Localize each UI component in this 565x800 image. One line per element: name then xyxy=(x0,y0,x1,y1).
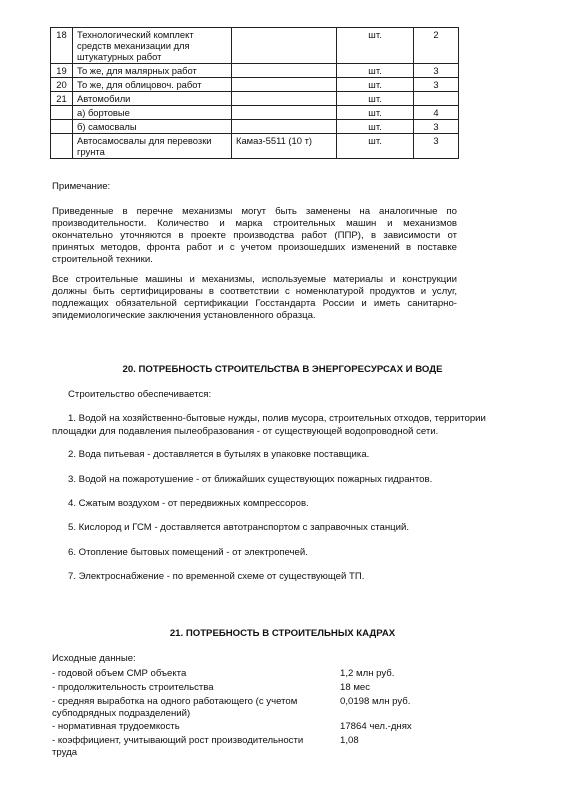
machine-name: а) бортовые xyxy=(73,106,232,120)
quantity-cell: 3 xyxy=(414,78,459,92)
supply-item-1-line-1: 1. Водой на хозяйственно-бытовые нужды, полив мусора, строительных отходов, территории xyxy=(68,413,486,424)
unit-cell: шт. xyxy=(337,78,414,92)
note-label: Примечание: xyxy=(52,181,111,192)
table-row xyxy=(51,92,459,106)
table-row xyxy=(51,120,459,134)
table-row xyxy=(51,134,459,159)
row-number: 19 xyxy=(51,64,73,78)
machine-name: б) самосвалы xyxy=(73,120,232,134)
table-row xyxy=(51,28,459,64)
table-row xyxy=(51,106,459,120)
machine-model xyxy=(232,78,337,92)
source-data-value: 18 мес xyxy=(340,682,371,693)
supply-item-5-text: 5. Кислород и ГСМ - доставляется автотранспортом с заправочных станций. xyxy=(68,522,410,533)
row-number: 21 xyxy=(51,92,73,106)
quantity-cell: 2 xyxy=(414,28,459,64)
unit-cell: шт. xyxy=(337,64,414,78)
supply-item-2 xyxy=(52,448,522,461)
machine-name: Автомобили xyxy=(73,92,232,106)
unit-cell: шт. xyxy=(337,92,414,106)
quantity-cell: 3 xyxy=(414,64,459,78)
note-paragraph-1: Приведенные в перечне механизмы могут быть заменены на аналогичные по производительности. Количество и марка строительных машин и механизмов окончательно уточняются в проекте производства работ (ППР), в зависимости от принятых методов, фронта работ и с учетом произошедших изменений в поставке строительной техники. xyxy=(52,206,457,265)
supply-item-7-text: 7. Электроснабжение - по временной схеме от существующей ТП. xyxy=(68,571,365,582)
section-21-intro: Исходные данные: xyxy=(52,653,136,664)
section-20-intro xyxy=(52,388,522,401)
source-data-value: 17864 чел.-днях xyxy=(340,721,412,732)
machine-model xyxy=(232,28,337,64)
supply-item-4-text: 4. Сжатым воздухом - от передвижных компрессоров. xyxy=(68,498,309,509)
supply-item-4 xyxy=(52,497,522,510)
supply-item-6 xyxy=(52,546,522,559)
table-row xyxy=(51,64,459,78)
row-number xyxy=(51,106,73,120)
supply-item-3-text: 3. Водой на пожаротушение - от ближайших существующих пожарных гидрантов. xyxy=(68,474,433,485)
unit-cell: шт. xyxy=(337,106,414,120)
supply-item-6-text: 6. Отопление бытовых помещений - от электропечей. xyxy=(68,547,308,558)
machine-model: Камаз-5511 (10 т) xyxy=(232,134,337,159)
quantity-cell xyxy=(414,92,459,106)
section-20-intro-text: Строительство обеспечивается: xyxy=(68,389,212,400)
quantity-cell: 4 xyxy=(414,106,459,120)
source-data-label: - продолжительность строительства xyxy=(52,682,214,693)
source-data-label: - коэффициент, учитывающий рост производительности труда xyxy=(52,735,304,758)
machine-model xyxy=(232,106,337,120)
supply-item-2-text: 2. Вода питьевая - доставляется в бутылях в упаковке поставщика. xyxy=(68,449,370,460)
unit-cell: шт. xyxy=(337,28,414,64)
section-21-title: 21. ПОТРЕБНОСТЬ В СТРОИТЕЛЬНЫХ КАДРАХ xyxy=(169,628,396,639)
supply-item-5 xyxy=(52,521,522,534)
quantity-cell: 3 xyxy=(414,120,459,134)
note-paragraph-2: Все строительные машины и механизмы, используемые материалы и конструкции должны быть сертифицированы в соответствии с номенклатурой продуктов и услуг, подлежащих обязательной сертификации Госстандарта России и иметь санитарно-эпидемиологические заключения установленного образца. xyxy=(52,274,457,321)
machinery-table xyxy=(50,27,459,159)
source-data-label: - нормативная трудоемкость xyxy=(52,721,180,732)
unit-cell: шт. xyxy=(337,134,414,159)
machine-model xyxy=(232,120,337,134)
row-number: 18 xyxy=(51,28,73,64)
supply-item-1 xyxy=(52,412,522,438)
unit-cell: шт. xyxy=(337,120,414,134)
section-20-title: 20. ПОТРЕБНОСТЬ СТРОИТЕЛЬСТВА В ЭНЕРГОРЕСУРСАХ И ВОДЕ xyxy=(122,364,443,375)
row-number xyxy=(51,134,73,159)
quantity-cell: 3 xyxy=(414,134,459,159)
source-data-value: 1,2 млн руб. xyxy=(340,668,395,679)
source-data-label: - годовой объем СМР объекта xyxy=(52,668,187,679)
supply-item-7 xyxy=(52,570,522,583)
source-data-value: 1,08 xyxy=(340,735,359,746)
supply-item-1-line-2: площадки для подавления пылеобразования - от существующей водопроводной сети. xyxy=(52,426,439,437)
source-data-label: - средняя выработка на одного работающего (с учетом субподрядных подразделений) xyxy=(52,696,298,719)
machine-name: То же, для облицовоч. работ xyxy=(73,78,232,92)
machine-name: Технологический комплект средств механизации для штукатурных работ xyxy=(73,28,232,64)
machine-model xyxy=(232,64,337,78)
row-number: 20 xyxy=(51,78,73,92)
row-number xyxy=(51,120,73,134)
source-data-value: 0,0198 млн руб. xyxy=(340,696,411,707)
machine-name: То же, для малярных работ xyxy=(73,64,232,78)
machine-name: Автосамосвалы для перевозки грунта xyxy=(73,134,232,159)
supply-item-3 xyxy=(52,473,522,486)
machine-model xyxy=(232,92,337,106)
table-row xyxy=(51,78,459,92)
